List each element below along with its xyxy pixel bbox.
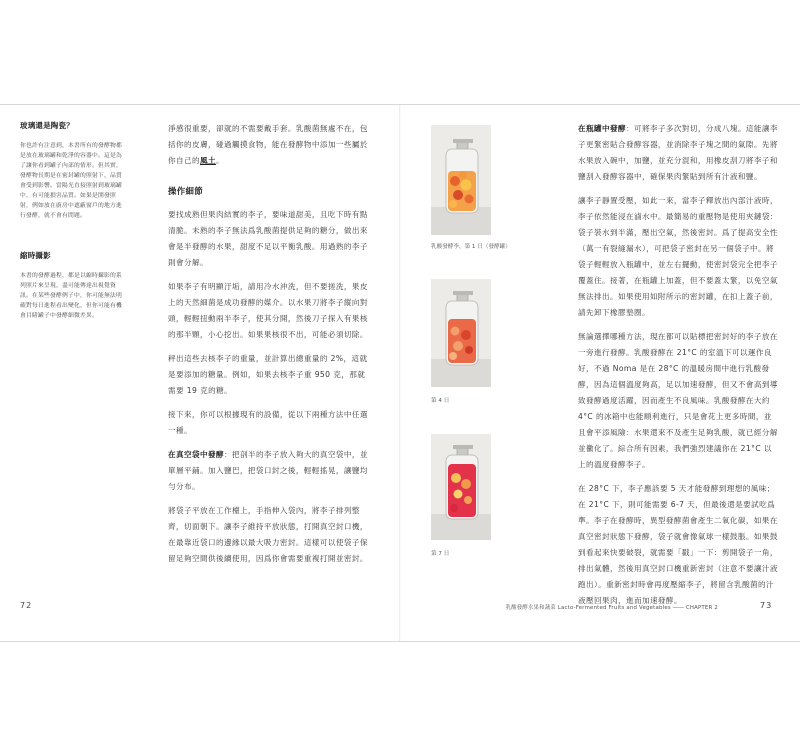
paragraph: 秤出這些去核李子的重量，並計算出總重量的 2%，這就是要添加的糖量。例如，如果去核李子重 950 克，那就需要 19 克的糖。 bbox=[168, 354, 368, 395]
jar-day7-image bbox=[431, 434, 491, 540]
term-terroir: 風土 bbox=[199, 156, 216, 165]
sidebar bbox=[20, 121, 122, 329]
sidebar-heading-timelapse: 縮時攝影 bbox=[20, 251, 51, 260]
paragraph: 接下來，你可以根據現有的設備，從以下兩種方法中任選一種。 bbox=[168, 410, 368, 435]
paragraph: 將袋子平放在工作檯上，手指伸入袋內，將李子排列整齊，切面朝下。讓李子維持平放狀態，打開真空封口機，在最靠近袋口的邊緣以最大吸力密封。這樣可以使袋子保留足夠空間供後續使用，因爲你會需要重複打開並密封。 bbox=[168, 506, 368, 563]
method-vacuum-bag-label: 在真空袋中發酵 bbox=[168, 450, 224, 459]
jar-photo-day4 bbox=[431, 279, 491, 387]
method-jar-label: 在瓶罐中發酵 bbox=[578, 124, 626, 133]
jar-day4-image bbox=[431, 279, 491, 387]
photo-caption-day7: 第 7 日 bbox=[431, 551, 450, 557]
page-number-left: 72 bbox=[20, 601, 33, 610]
section-title: 操作細節 bbox=[168, 186, 204, 196]
right-main-column bbox=[578, 121, 778, 617]
paragraph: 無論選擇哪種方法，現在都可以貼標把密封好的李子放在一旁進行發酵。乳酸發酵在 21°C 的室溫下可以運作良好，不過 Noma 是在 28°C 的溫暖房間中進行乳酸發酵，因為這個溫度夠高，足以加速發酵，但又不會高到導致發酵過度活躍，因而產生不良風味。乳酸發酵在大約 4°C 的冰箱中也能順利進行，只是會花上更多時間，並且會平添風險：水果還來不及產生足夠乳酸，就已經分解並黴化了。綜合所有因素，我們強烈建議你在 21°C 以上的溫度發酵李子。 bbox=[578, 332, 778, 469]
paragraph: 讓李子靜置受壓，如此一來，當李子釋放出內部汁液時，李子依然能浸在滷水中。最簡易的重壓物是使用夾鏈袋：袋子裝水到半滿，壓出空氣，然後密封。爲了提高安全性（萬一有裂縫漏水），可把袋子密封在另一個袋子中。將袋子輕輕放入瓶罐中，並左右擺動，使密封袋完全把李子覆蓋住。接著，在瓶罐上加蓋，但不要蓋太緊，以免空氣無法排出。如果使用如附所示的密封罐，在扣上蓋子前，請先卸下橡膠墊圈。 bbox=[578, 196, 778, 317]
sidebar-text-timelapse: 本書的發酵過程，都是以縮時攝影的系列照片來呈現，盡可能傳達出視覺資訊。在某些發酵例子中，你可能無法明確對每日進程看出變化，但你可能有機會目睹罐子中發酵細微差異。 bbox=[20, 273, 122, 319]
paragraph: 在真空袋中發酵：把剖半的李子放入夠大的真空袋中，並單層平鋪。加入鹽巴，把袋口封之後，輕輕搖晃，讓鹽均勻分布。 bbox=[168, 450, 368, 491]
running-footer: 乳酸發酵水果和蔬菜 Lacto-Fermented Fruits and Vegetables ―― CHAPTER 2 bbox=[505, 605, 718, 611]
jar-photo-day7 bbox=[431, 434, 491, 540]
photo-caption-day4: 第 4 日 bbox=[431, 398, 450, 404]
jar-photo-day1 bbox=[431, 125, 491, 235]
paragraph: 在瓶罐中發酵：可將李子多次對切，分成八塊。這能讓李子更緊密貼合發酵容器，並消除李子塊之間的氣隙。先將水果放入碗中，加鹽，並充分混和，用橡皮刮刀將李子和鹽刮入發酵容器中，確保果肉緊貼到所有汁液和鹽。 bbox=[578, 124, 778, 181]
paragraph: 要找成熟但果肉結實的李子，要味道甜美，且吃下時有點清脆。未熟的李子無法爲乳酸菌提供足夠的糖分，做出來會是半發酵的水果，甜度不足以平衡乳酸。用過熟的李子則會分解。 bbox=[168, 210, 368, 267]
sidebar-text-glass: 你也許有注意到，本書所有的發酵物都是放在玻璃罐和乾淨的容器中。這是為了讓你看到罐子內部的情形。但其實，發酵物長期是在密封罐的照射下，品質會受到影響。當陽光直接照射到玻璃罐中，有可能損害品質。如果是開發照射，例如放在廚房中遮蔽窗戶的地方進行發酵，就不會有問題。 bbox=[20, 143, 122, 219]
photo-caption-day1: 乳酸發酵李，第 1 日（發酵罐） bbox=[431, 244, 511, 250]
book-gutter bbox=[399, 105, 401, 641]
page-number-right: 73 bbox=[760, 601, 773, 610]
sidebar-heading-glass: 玻璃還是陶瓷？ bbox=[20, 121, 74, 130]
paragraph: 如果李子有明顯汙垢，請用冷水沖洗，但不要搓洗，果皮上的天然細菌是成功發酵的媒介。以水果刀將李子縱向對頭，輕輕扭動兩半李子，使其分開，然後刀子探入有果核的那半顆，小心挖出。如果果核很不出，可能必須切除。 bbox=[168, 282, 368, 339]
paragraph: 在 28°C 下，李子應該要 5 天才能發酵到理想的風味；在 21°C 下，則可能需要 6-7 天，但最後還是要試吃爲準。李子在發酵時，異型發酵菌會產生二氧化碳，如果在真空密封狀態下發酵，袋子就會像氣球一樣鼓脹。如果鼓到看起來快要破裂，就需要「戳」一下：剪開袋子一角，排出氣體，然後用真空封口機重新密封（注意不要讓汁液跑出）。重新密封時會再度壓縮李子，將留含乳酸菌的汁液壓回果肉，進而加速發酵。 bbox=[578, 484, 778, 605]
jar-day1-image bbox=[431, 125, 491, 235]
left-main-column bbox=[168, 121, 370, 575]
paragraph: 淨感很重要，卻就的不需要戴手套。乳酸菌無處不在，包括你的皮膚，碰過觸摸食物，能在發酵物中添加一些屬於你自己的風土。 bbox=[168, 124, 368, 165]
